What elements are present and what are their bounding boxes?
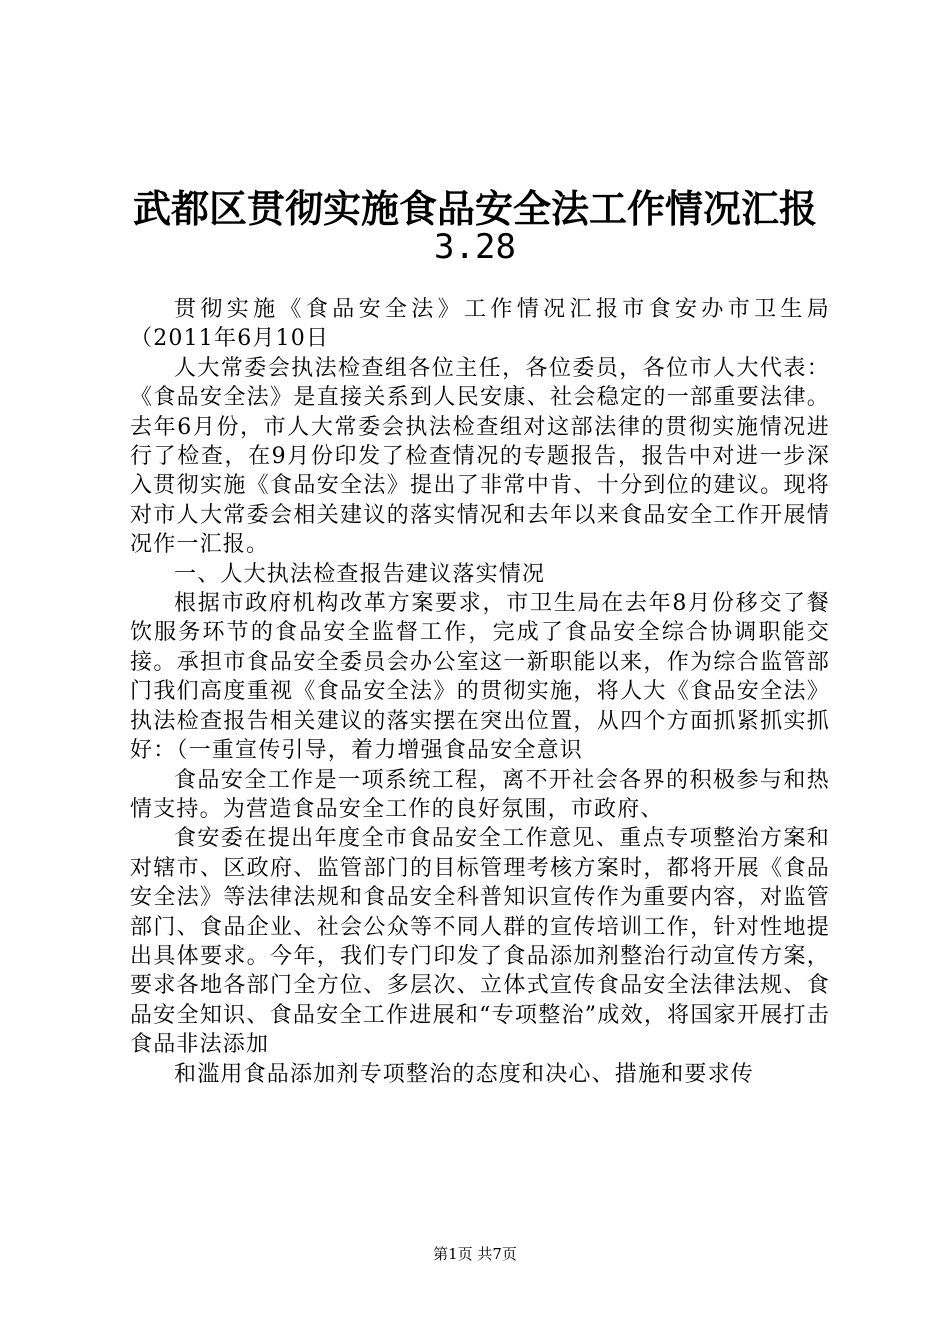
page-number-footer: 第1页 共7页 (433, 1245, 517, 1263)
document-title-date: 3.28 (434, 227, 516, 267)
paragraph: 食安委在提出年度全市食品安全工作意见、重点专项整治方案和对辖市、区政府、监管部门的目标管理考核方案时，都将开展《食品安全法》等法律法规和食品安全科普知识宣传作为重要内容，对监管部门、食品企业、社会公众等不同人群的宣传培训工作，针对性地提出具体要求。今年，我们专门印发了食品添加剂整治行动宣传方案，要求各地各部门全方位、多层次、立体式宣传食品安全法律法规、食品安全知识、食品安全工作进展和“专项整治”成效，将国家开展打击食品非法添加 (130, 826, 830, 1058)
paragraph-salutation: 人大常委会执法检查组各位主任，各位委员，各位市人大代表：《食品安全法》是直接关系到人民安康、社会稳定的一部重要法律。去年6月份，市人大常委会执法检查组对这部法律的贯彻实施情况进行了检查，在9月份印发了检查情况的专题报告，报告中对进一步深入贯彻实施《食品安全法》提出了非常中肯、十分到位的建议。现将对市人大常委会相关建议的落实情况和去年以来食品安全工作开展情况作一汇报。 (130, 355, 830, 558)
section-heading: 一、人大执法检查报告建议落实情况 (174, 561, 546, 587)
document-title: 武都区贯彻实施食品安全法工作情况汇报 (132, 187, 817, 231)
document-body (130, 295, 830, 1089)
paragraph: 和滥用食品添加剂专项整治的态度和决心、措施和要求传 (174, 1061, 755, 1087)
paragraph-header-line: 贯彻实施《食品安全法》工作情况汇报市食安办市卫生局（2011年6月10日 (130, 297, 830, 352)
paragraph: 根据市政府机构改革方案要求，市卫生局在去年8月份移交了餐饮服务环节的食品安全监督工作，完成了食品安全综合协调职能交接。承担市食品安全委员会办公室这一新职能以来，作为综合监管部门我们高度重视《食品安全法》的贯彻实施，将人大《食品安全法》执法检查报告相关建议的落实摆在突出位置，从四个方面抓紧抓实抓好：（一重宣传引导，着力增强食品安全意识 (130, 591, 830, 764)
paragraph: 食品安全工作是一项系统工程，离不开社会各界的积极参与和热情支持。为营造食品安全工作的良好氛围，市政府、 (130, 767, 830, 822)
